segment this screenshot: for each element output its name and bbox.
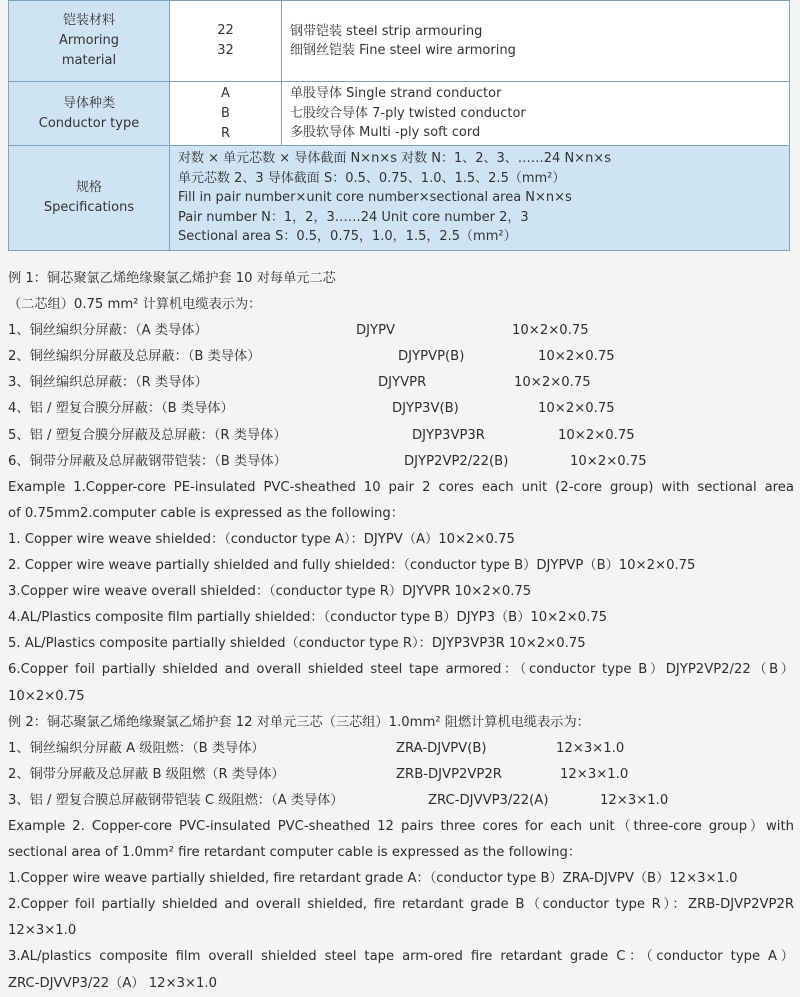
en-line: 1. Copper wire weave shielded：（conductor type A）：DJYPV（A）10×2×0.75 [8, 531, 515, 547]
list-item [8, 736, 794, 762]
item-spec: 12×3×1.0 [556, 740, 625, 756]
label-en: Armoring [58, 33, 120, 48]
row-desc [282, 1, 790, 82]
list-item [8, 370, 794, 396]
example1-intro [8, 266, 794, 292]
list-item [8, 318, 794, 344]
en-line: of 0.75mm2.computer cable is expressed as the following： [8, 505, 404, 521]
en-line: 6.Copper foil partially shielded and overall shielded steel tape armored：（conductor type B）DJYP2VP2/22（B） [8, 662, 794, 678]
item-model: DJYPVP(B) [398, 349, 465, 365]
en-line: 2. Copper wire weave partially shielded and fully shielded：（conductor type B）DJYPVP（B）10×2×0.75 [8, 558, 696, 574]
intro-line: 例 2：铜芯聚氯乙烯绝缘聚氯乙烯护套 12 对单元三芯（三芯组）1.0mm² 阻燃计算机电缆表示为： [8, 714, 590, 730]
item-model: DJYP2VP2/22(B) [404, 453, 509, 469]
label-en: Conductor type [38, 115, 140, 131]
example2-intro [8, 710, 794, 736]
row-label [9, 1, 170, 82]
text-line [8, 579, 794, 605]
item-desc: 3、铜丝编织总屏蔽：（R 类导体） [8, 375, 208, 391]
row-codes [170, 82, 282, 146]
item-model: DJYP3V(B) [392, 401, 459, 417]
item-model: DJYPV [356, 323, 396, 339]
item-model: DJYVPR [378, 375, 427, 391]
text-line [8, 866, 794, 892]
text-line [8, 501, 794, 527]
code: B [221, 105, 230, 121]
code: A [221, 85, 230, 101]
item-model: ZRA-DJVPV(B) [396, 740, 487, 756]
spec-row-armoring [9, 1, 790, 82]
list-item [8, 762, 794, 788]
item-desc: 2、铜带分屏蔽及总屏蔽 B 级阻燃（R 类导体） [8, 766, 285, 782]
desc-line: 钢带铠装 steel strip armouring [290, 23, 483, 39]
item-spec: 10×2×0.75 [514, 375, 591, 391]
item-spec: 10×2×0.75 [558, 427, 635, 443]
spec-row-conductor [9, 82, 790, 146]
desc-line: Pair number N：1，2，3……24 Unit core number 2，3 [178, 209, 529, 225]
list-item [8, 423, 794, 449]
desc-line: Fill in pair number×unit core number×sectional area N×n×s [178, 190, 572, 206]
desc-line: 多股软导体 Multi -ply soft cord [290, 125, 481, 141]
en-line: 5. AL/Plastics composite partially shielded（conductor type R）：DJYP3VP3R 10×2×0.75 [8, 636, 586, 652]
text-line [8, 814, 794, 840]
code: 32 [217, 43, 234, 58]
text-line [8, 971, 794, 997]
spec-table [8, 0, 790, 251]
row-desc [170, 146, 790, 251]
text-line [8, 944, 794, 970]
item-spec: 10×2×0.75 [538, 401, 615, 417]
item-model: ZRC-DJVVP3/22(A) [428, 792, 549, 808]
item-desc: 5、铝 / 塑复合膜分屏蔽及总屏蔽：（R 类导体） [8, 427, 287, 443]
code: 22 [217, 23, 234, 38]
row-codes [170, 1, 282, 82]
en-line: 4.AL/Plastics composite film partially shielded：（conductor type B）DJYP3（B）10×2×0.75 [8, 610, 608, 626]
examples-text [8, 266, 794, 997]
item-desc: 2、铜丝编织分屏蔽及总屏蔽：（B 类导体） [8, 349, 261, 365]
desc-line: Sectional area S：0.5，0.75，1.0，1.5，2.5（mm²） [178, 229, 517, 245]
en-line: Example 1.Copper-core PE-insulated PVC-sheathed 10 pair 2 cores each unit (2-core group) with sectional area [8, 479, 794, 495]
item-desc: 6、铜带分屏蔽及总屏蔽钢带铠装：（B 类导体） [8, 453, 287, 469]
en-line: 10×2×0.75 [8, 688, 85, 704]
desc-line: 对数 × 单元芯数 × 导体截面 N×n×s 对数 N：1、2、3、……24 N×n×s [178, 151, 611, 167]
row-label [9, 82, 170, 146]
item-spec: 10×2×0.75 [538, 349, 615, 365]
text-line [8, 657, 794, 683]
desc-line: 单股导体 Single strand conductor [290, 86, 502, 102]
text-line [8, 892, 794, 918]
text-line [8, 605, 794, 631]
text-line [8, 631, 794, 657]
item-model: ZRB-DJVP2VP2R [396, 766, 502, 782]
item-desc: 3、铝 / 塑复合膜总屏蔽钢带铠装 C 级阻燃：（A 类导体） [8, 792, 344, 808]
item-desc: 4、铝 / 塑复合膜分屏蔽：（B 类导体） [8, 401, 234, 417]
example1-intro [8, 292, 794, 318]
row-desc [282, 82, 790, 146]
code: R [220, 125, 231, 141]
en-line: 12×3×1.0 [8, 923, 77, 939]
item-model: DJYP3VP3R [412, 427, 485, 443]
text-line [8, 475, 794, 501]
intro-line: （二芯组）0.75 mm² 计算机电缆表示为： [8, 297, 262, 313]
label-en: Specifications [43, 200, 135, 215]
en-line: 2.Copper foil partially shielded and overall shielded, fire retardant grade B（conductor type R）：ZRB-DJVP2VP2R [8, 897, 794, 913]
label-en: material [61, 53, 117, 68]
en-line: Example 2. Copper-core PVC-insulated PVC-sheathed 12 pairs three cores for each unit（three-core group）with [8, 818, 794, 834]
label-cn: 规格 [75, 180, 102, 195]
desc-line: 七股绞合导体 7-ply twisted conductor [290, 105, 526, 121]
text-line [8, 527, 794, 553]
label-cn: 导体种类 [62, 95, 115, 111]
item-spec: 12×3×1.0 [560, 766, 629, 782]
intro-line: 例 1：铜芯聚氯乙烯绝缘聚氯乙烯护套 10 对每单元二芯 [8, 271, 336, 286]
text-line [8, 918, 794, 944]
text-line [8, 840, 794, 866]
text-line [8, 684, 794, 710]
item-spec: 10×2×0.75 [512, 323, 589, 339]
en-line: ZRC-DJVVP3/22（A） 12×3×1.0 [8, 975, 217, 991]
list-item [8, 449, 794, 475]
text-line [8, 553, 794, 579]
en-line: 3.AL/plastics composite film overall shielded steel tape arm-ored fire retardant grade C：（conductor type A） [8, 949, 794, 965]
list-item [8, 396, 794, 422]
item-spec: 12×3×1.0 [600, 792, 669, 808]
desc-line: 单元芯数 2、3 导体截面 S：0.5、0.75、1.0、1.5、2.5（mm²） [178, 170, 566, 186]
row-label [9, 146, 170, 251]
en-line: 1.Copper wire weave partially shielded, fire retardant grade A：（conductor type B）ZRA-DJVPV（B）12×3×1.0 [8, 871, 738, 887]
item-spec: 10×2×0.75 [570, 453, 647, 469]
desc-line: 细钢丝铠装 Fine steel wire armoring [290, 43, 516, 58]
label-cn: 铠装材料 [62, 13, 115, 28]
en-line: sectional area of 1.0mm² fire retardant computer cable is expressed as the following： [8, 845, 582, 861]
en-line: 3.Copper wire weave overall shielded：（conductor type R）DJYVPR 10×2×0.75 [8, 584, 532, 600]
spec-row-specifications [9, 146, 790, 251]
item-desc: 1、铜丝编织分屏蔽：（A 类导体） [8, 323, 208, 339]
list-item [8, 344, 794, 370]
item-desc: 1、铜丝编织分屏蔽 A 级阻燃：（B 类导体） [8, 740, 265, 756]
list-item [8, 788, 794, 814]
